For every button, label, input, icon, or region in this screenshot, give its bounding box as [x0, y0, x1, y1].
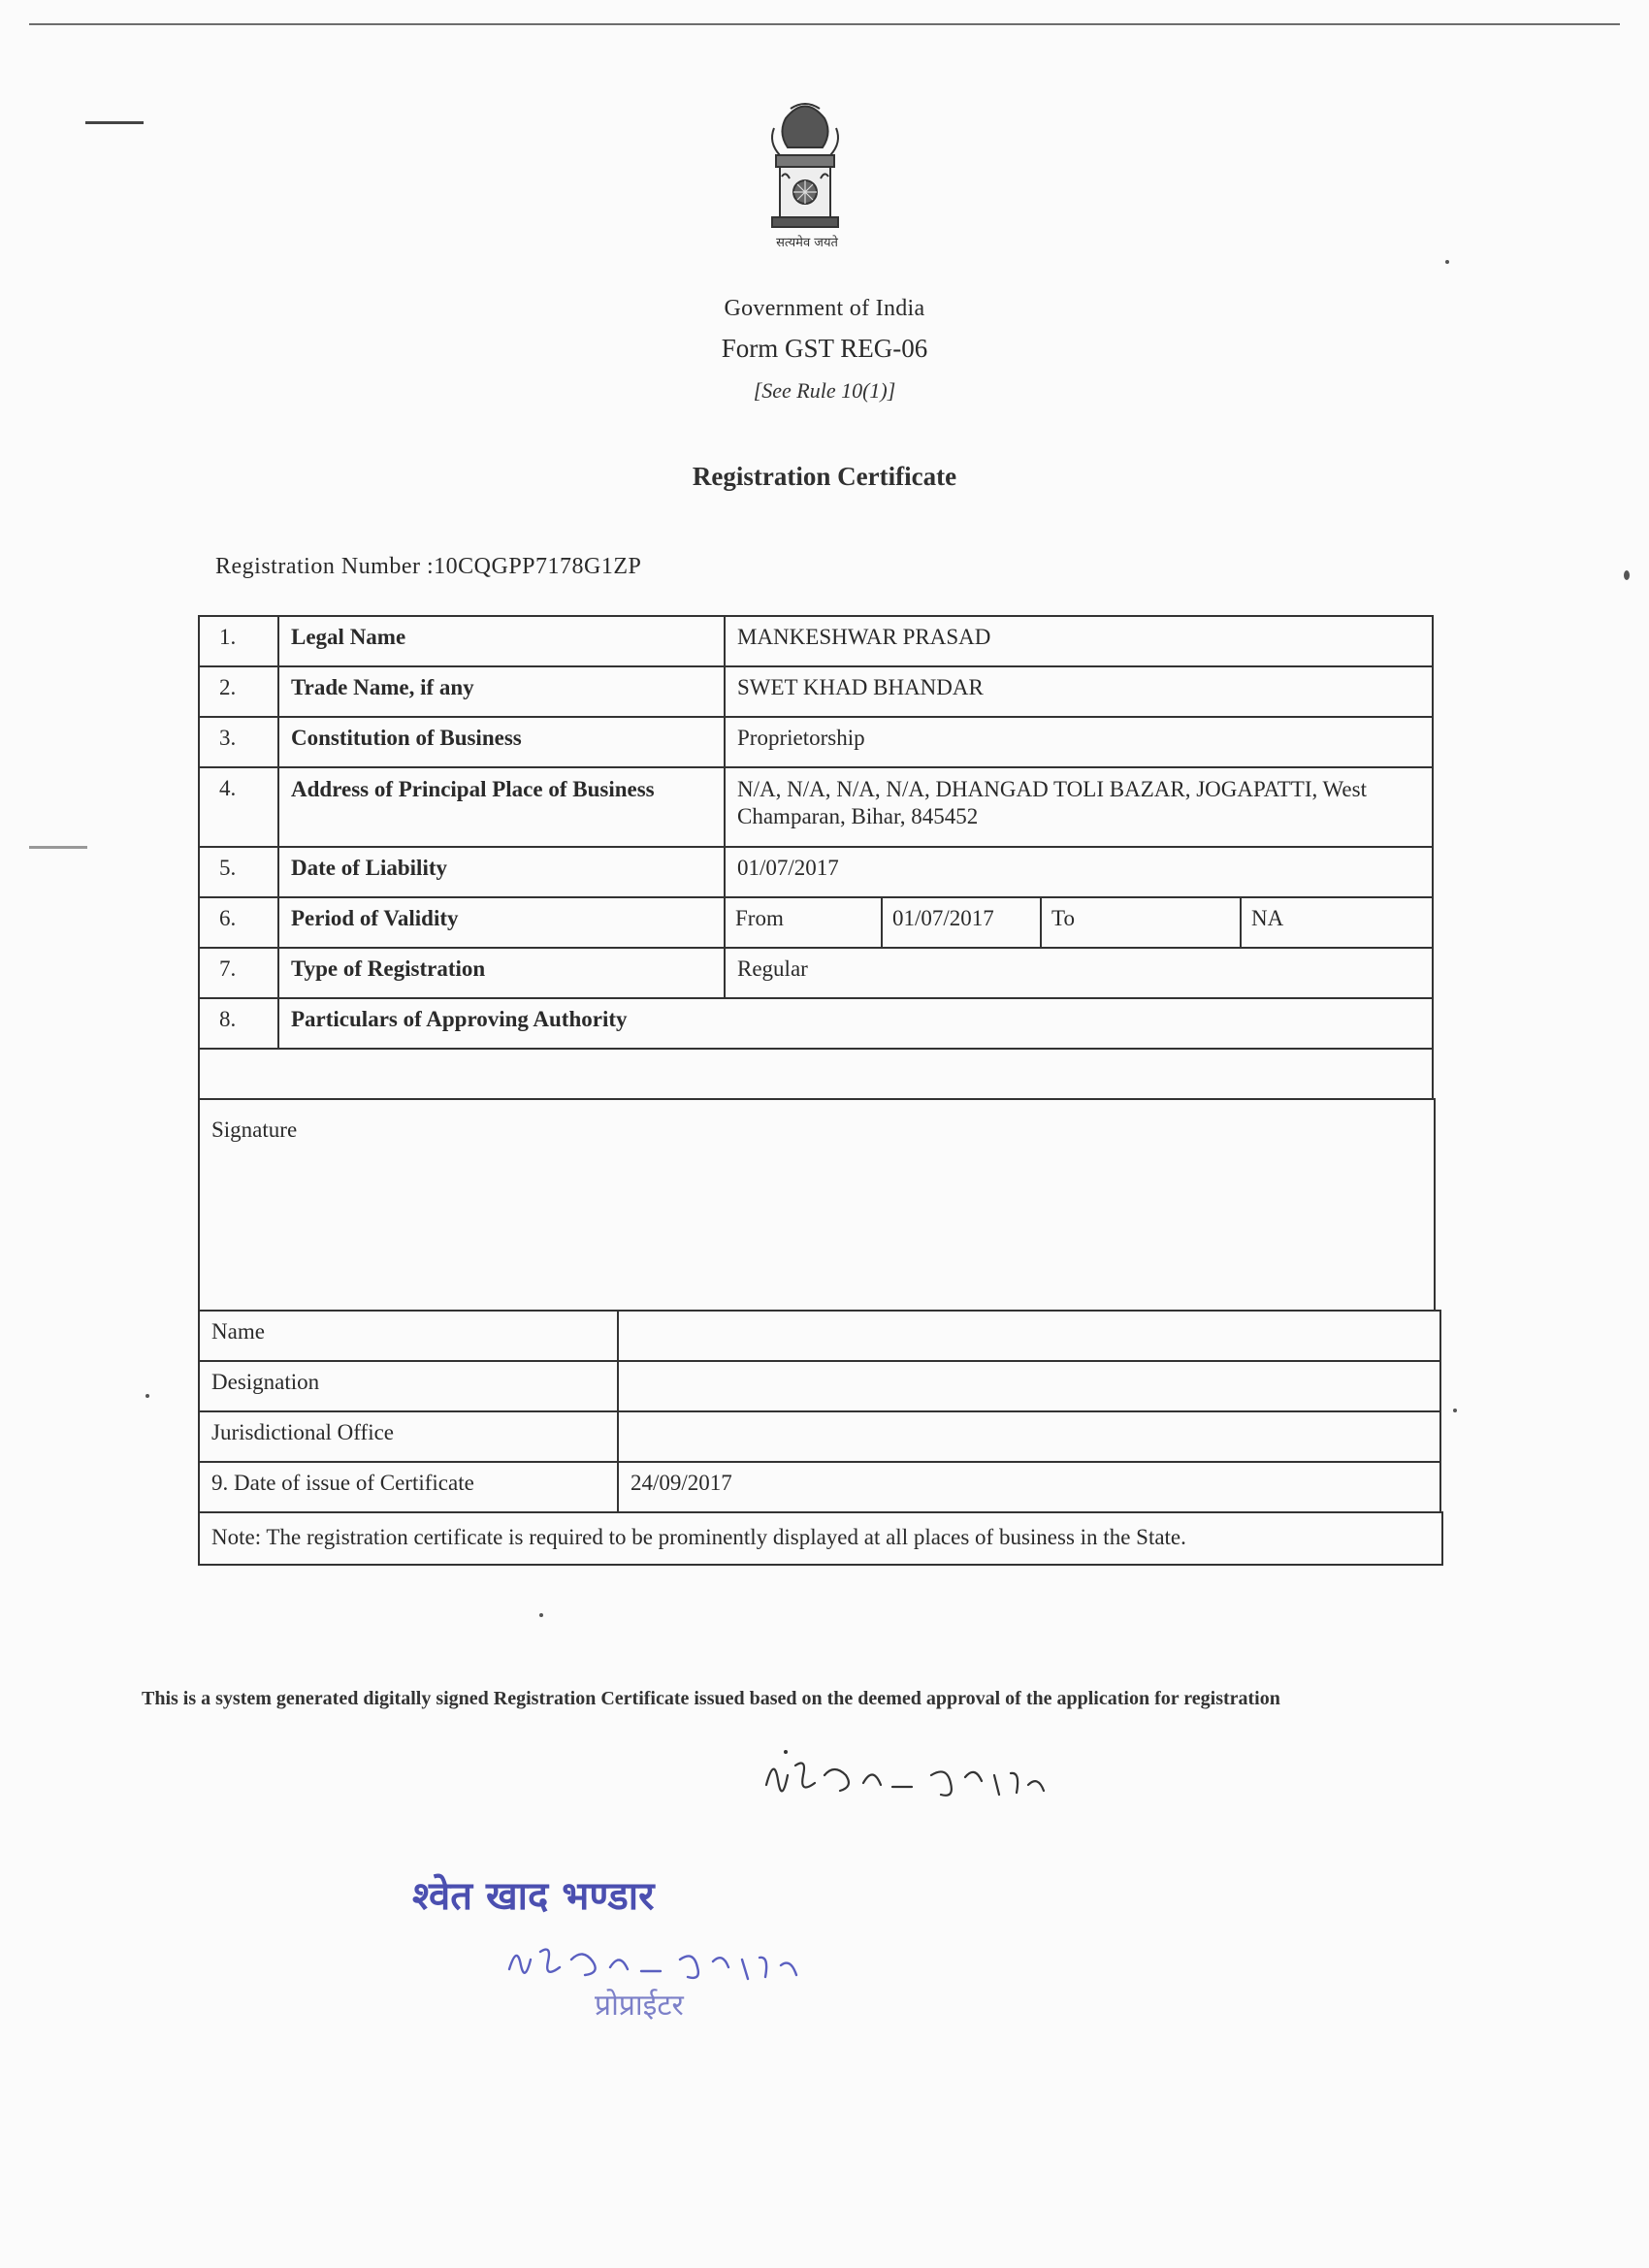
row-number: 7.: [200, 949, 279, 997]
scan-mark: [1445, 260, 1449, 264]
row-value: Regular: [737, 956, 808, 981]
scan-mark: [146, 1394, 149, 1398]
office-label: Jurisdictional Office: [200, 1412, 619, 1461]
table-row: [198, 896, 1434, 949]
note-text: Note: The registration certificate is required to be prominently displayed at all places of business in the State.: [211, 1525, 1186, 1549]
row-value: N/A, N/A, N/A, N/A, DHANGAD TOLI BAZAR, JOGAPATTI, West Champaran, Bihar, 845452: [737, 777, 1367, 828]
scan-mark: [85, 121, 144, 124]
row-label: Date of Liability: [279, 848, 726, 896]
table-row: [198, 766, 1434, 848]
table-row: [198, 947, 1434, 999]
table-row: [198, 615, 1434, 667]
table-row: [198, 1310, 1441, 1362]
row-number: 8.: [200, 999, 279, 1048]
scan-mark: [1453, 1409, 1457, 1412]
scan-top-edge: [29, 23, 1620, 25]
scan-mark: [1624, 570, 1630, 580]
table-row: [198, 665, 1434, 718]
row-label: Constitution of Business: [279, 718, 726, 766]
stamp-shop-name: श्वेत खाद भण्डार: [412, 1874, 655, 1919]
registration-number: [215, 554, 641, 580]
emblem-motto: सत्यमेव जयते: [776, 236, 838, 250]
stamp-role: प्रोप्राईटर: [595, 1989, 684, 2023]
stamp-signature: [500, 1930, 810, 1989]
row-label: Particulars of Approving Authority: [291, 1007, 628, 1031]
row-number: 2.: [200, 667, 279, 716]
document-title: Registration Certificate: [692, 462, 957, 491]
table-row: [198, 1410, 1441, 1463]
note-row: [198, 1511, 1443, 1566]
row-number: 5.: [200, 848, 279, 896]
row-number: 6.: [200, 898, 279, 947]
row-label: Legal Name: [279, 617, 726, 665]
designation-label: Designation: [200, 1362, 619, 1410]
form-title: Form GST REG-06: [721, 334, 928, 363]
row-number: 4.: [200, 768, 279, 846]
name-label: Name: [200, 1312, 619, 1360]
row-number: 3.: [200, 718, 279, 766]
handwritten-signature: [757, 1736, 1077, 1814]
row-label: Type of Registration: [279, 949, 726, 997]
table-row: [198, 1461, 1441, 1513]
scan-mark: [29, 846, 87, 849]
validity-from-date: 01/07/2017: [883, 898, 1042, 947]
blank-row: [198, 1048, 1434, 1100]
signature-block: [198, 1098, 1436, 1312]
table-row: [198, 997, 1434, 1050]
registration-number-label: Registration Number :: [215, 554, 435, 579]
rule-reference: [See Rule 10(1)]: [753, 378, 896, 403]
government-heading: Government of India: [724, 296, 925, 321]
table-row: [198, 1360, 1441, 1412]
table-row: [198, 716, 1434, 768]
row-value: 01/07/2017: [737, 856, 839, 880]
validity-to-label: To: [1042, 898, 1242, 947]
validity-to-date: NA: [1251, 906, 1284, 930]
validity-from-label: From: [726, 898, 883, 947]
row-value: MANKESHWAR PRASAD: [737, 625, 991, 649]
row-value: SWET KHAD BHANDAR: [737, 675, 984, 699]
signature-label: Signature: [211, 1118, 298, 1142]
row-label: Trade Name, if any: [279, 667, 726, 716]
footer-statement: This is a system generated digitally signed Registration Certificate issued based on the deemed approval of the application for registration: [142, 1688, 1280, 1709]
registration-number-value: 10CQGPP7178G1ZP: [434, 554, 642, 579]
row-number: 1.: [200, 617, 279, 665]
issue-date-value: 24/09/2017: [630, 1471, 732, 1495]
scan-mark: [539, 1613, 543, 1617]
row-value: Proprietorship: [737, 726, 865, 750]
row-label: Period of Validity: [279, 898, 726, 947]
table-row: [198, 846, 1434, 898]
row-label: Address of Principal Place of Business: [279, 768, 726, 846]
issue-date-label: 9. Date of issue of Certificate: [200, 1463, 619, 1511]
